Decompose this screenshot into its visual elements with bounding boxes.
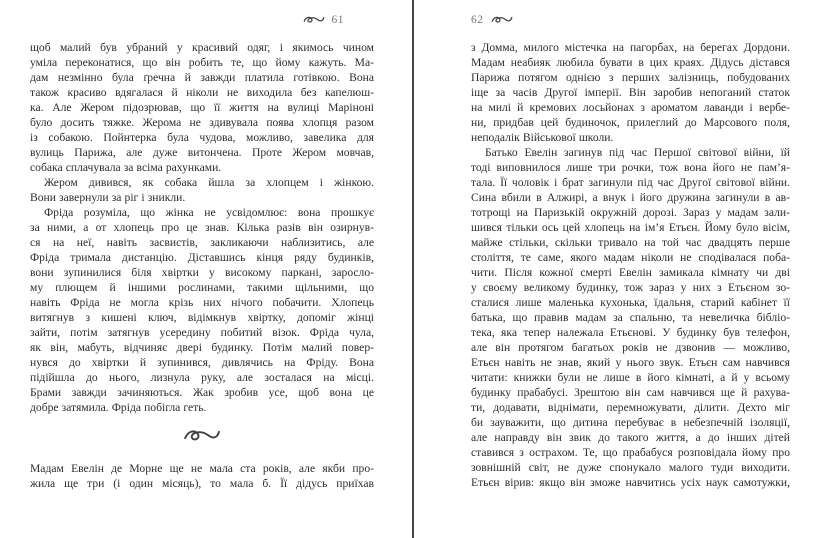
page-text-column: [471, 40, 790, 490]
page-header-left: [303, 12, 345, 28]
fleuron-icon: [491, 15, 513, 25]
text-line: Етьєн навіть не знав, який у нього звук. Етьєн сам навчився: [471, 356, 790, 369]
text-line: неподалік Військової школи.: [471, 131, 614, 144]
text-line: тоді виповнилося лише три рочки, тож вона його не пам’я-: [471, 161, 790, 174]
text-line: щоб малий був убраний у красивий одяг, і якимось чином: [30, 41, 374, 54]
text-line: тека, яка тепер належала Етьєнові. У будинку був телефон,: [471, 326, 790, 339]
text-line: ка. Але Жером підозрював, що її життя на вулиці Маріноні: [30, 101, 374, 114]
text-line: у своєму великому будинку, тож зараз у них з Етьєном зо-: [471, 281, 790, 294]
text-line: Парижа потягом однією з перших залізниць, побудованих: [471, 71, 790, 84]
text-line: читати: книжки були не лише в його кімнаті, а й у всьому: [471, 371, 790, 384]
text-line: му плющем й іншими рослинами, такими щільними, що: [30, 281, 374, 294]
text-line: як він, мабуть, відчиняє двері будинку. Потім малий повер-: [30, 341, 374, 354]
text-line: за ними, а от хлопець про це знав. Кілька разів він озирнув-: [30, 221, 374, 234]
text-line: Етьєн вірив: якщо він зможе навчитись усіх наук самотужки,: [471, 476, 790, 489]
text-line: майже стільки, скільки тривало на той час двадцять перше: [471, 236, 790, 249]
text-line: Вони завернули за ріг і зникли.: [30, 191, 186, 204]
text-line: Батько Евелін загинув під час Першої світової війни, їй: [485, 146, 790, 159]
page-number: 61: [331, 14, 344, 26]
text-line: Мадам Евелін де Морне ще не мала ста років, але якби про-: [30, 462, 374, 475]
text-line: Фріда розуміла, що жінка не усвідомлює: вона прошкує: [44, 206, 374, 219]
text-line: навіть Фріда не могла крізь них нічого побачити. Хлопець: [30, 296, 374, 309]
text-line: із собакою. Пойнтерка була чудова, можливо, завелика для: [30, 131, 374, 144]
text-line: сталися лише маленька кухонька, їдальня, старий кабінет її: [471, 296, 790, 309]
section-divider-icon: [183, 427, 221, 450]
text-line: шився тільки ось цей хлопець на ім’я Етьєн. Йому було вісім,: [471, 221, 790, 234]
text-line: Сина вбили в Алжирі, а внук і його дружина загинули в ав-: [471, 191, 790, 204]
text-line: але направду він звик до такого життя, а до інших дітей: [471, 431, 790, 444]
text-line: би зауважити, що дитина перебуває в небезпечній ізоляції,: [471, 416, 790, 429]
page-right-62: [414, 0, 817, 538]
text-line: ти, додавати, віднімати, перемножувати, ділити. Дехто міг: [471, 401, 790, 414]
text-line: жила ще три (і один місяць), то мала б. Її дідусь приїхав: [30, 477, 374, 490]
text-line: собака сплачувала за всіма рахунками.: [30, 161, 222, 174]
page-number: 62: [471, 14, 484, 26]
text-line: Мадам неабияк любила бувати в цих краях. Дідусь дістався: [471, 56, 790, 69]
text-line: добре затямила. Фріда побігла геть.: [30, 401, 207, 414]
text-line: зовнішній світ, не дуже спонукало малого туди виходити.: [471, 461, 790, 474]
text-line: іще за часів Другої імперії. Він заробив непоганий статок: [471, 86, 790, 99]
text-line: вони зупинилися біля хвіртки у високому паркані, заросло-: [30, 266, 374, 279]
text-line: нувся до хвіртки й зупинився, дивлячись на Фріду. Вона: [30, 356, 374, 369]
fleuron-icon: [303, 15, 325, 25]
text-line: тотрощі на Паризькій окружній дорозі. Зараз у мадам зали-: [471, 206, 790, 219]
text-line: Фріда тримала дистанцію. Діставшись кінця ряду будинків,: [30, 251, 374, 264]
text-line: вулиць Парижа, але дуже витончена. Проте Жером мовчав,: [30, 146, 374, 159]
text-line: також красиво вдягалася й ніколи не виходила без капелюш-: [30, 86, 374, 99]
text-line: витягнув з кишені ключ, відімкнув хвіртку, допоміг жінці: [30, 311, 374, 324]
text-line: з Домма, милого містечка на пагорбах, на берегах Дордони.: [471, 41, 790, 54]
page-text-column: [30, 461, 374, 491]
text-line: батька, що правив мадам за спальню, та невеличка бібліо-: [471, 311, 790, 324]
text-line: ставився з острахом. Те, що прабабуся розповідала йому про: [471, 446, 790, 459]
text-line: було досить тяжке. Жерома не здивувала поява хлопця разом: [30, 116, 374, 129]
text-line: чити. Після кожної смерті Евелін замикала кімнату чи дві: [471, 266, 790, 279]
text-line: століття, те саме, якого мадам ніколи не сподівалася поба-: [471, 251, 790, 264]
text-line: Жером дивився, як собака йшла за хлопцем і жінкою.: [44, 176, 374, 189]
text-line: тала. Її чоловік і брат загинули під час Другої світової війни.: [471, 176, 790, 189]
section-break: [30, 415, 374, 461]
text-line: Брами завжди зачиняються. Жак зробив усе, щоб вона це: [30, 386, 374, 399]
text-line: ся на неї, навіть засвистів, закликаючи наблизитись, але: [30, 236, 374, 249]
text-line: дам незмінно була ґречна й завжди платила готівкою. Вона: [30, 71, 374, 84]
text-line: уміла переконатися, що він робить те, що йому кажуть. Ма-: [30, 56, 374, 69]
page-header-right: [471, 12, 513, 28]
text-line: але він протягом багатьох років не дзвонив — можливо,: [471, 341, 790, 354]
page-text-column: [30, 40, 374, 415]
text-line: підійшла до нього, лизнула руку, але зосталася на місці.: [30, 371, 374, 384]
text-line: зайти, потім затягнув усередину побитий візок. Фріда чула,: [30, 326, 374, 339]
text-line: будинку прабабусі. Зрештою він сам навчився ще й рахува-: [471, 386, 790, 399]
text-line: ни, придбав цей будиночок, прилеглий до Марсового поля,: [471, 116, 790, 129]
text-line: на милі й кремових лосьйонах з ароматом лаванди і вербе-: [471, 101, 790, 114]
